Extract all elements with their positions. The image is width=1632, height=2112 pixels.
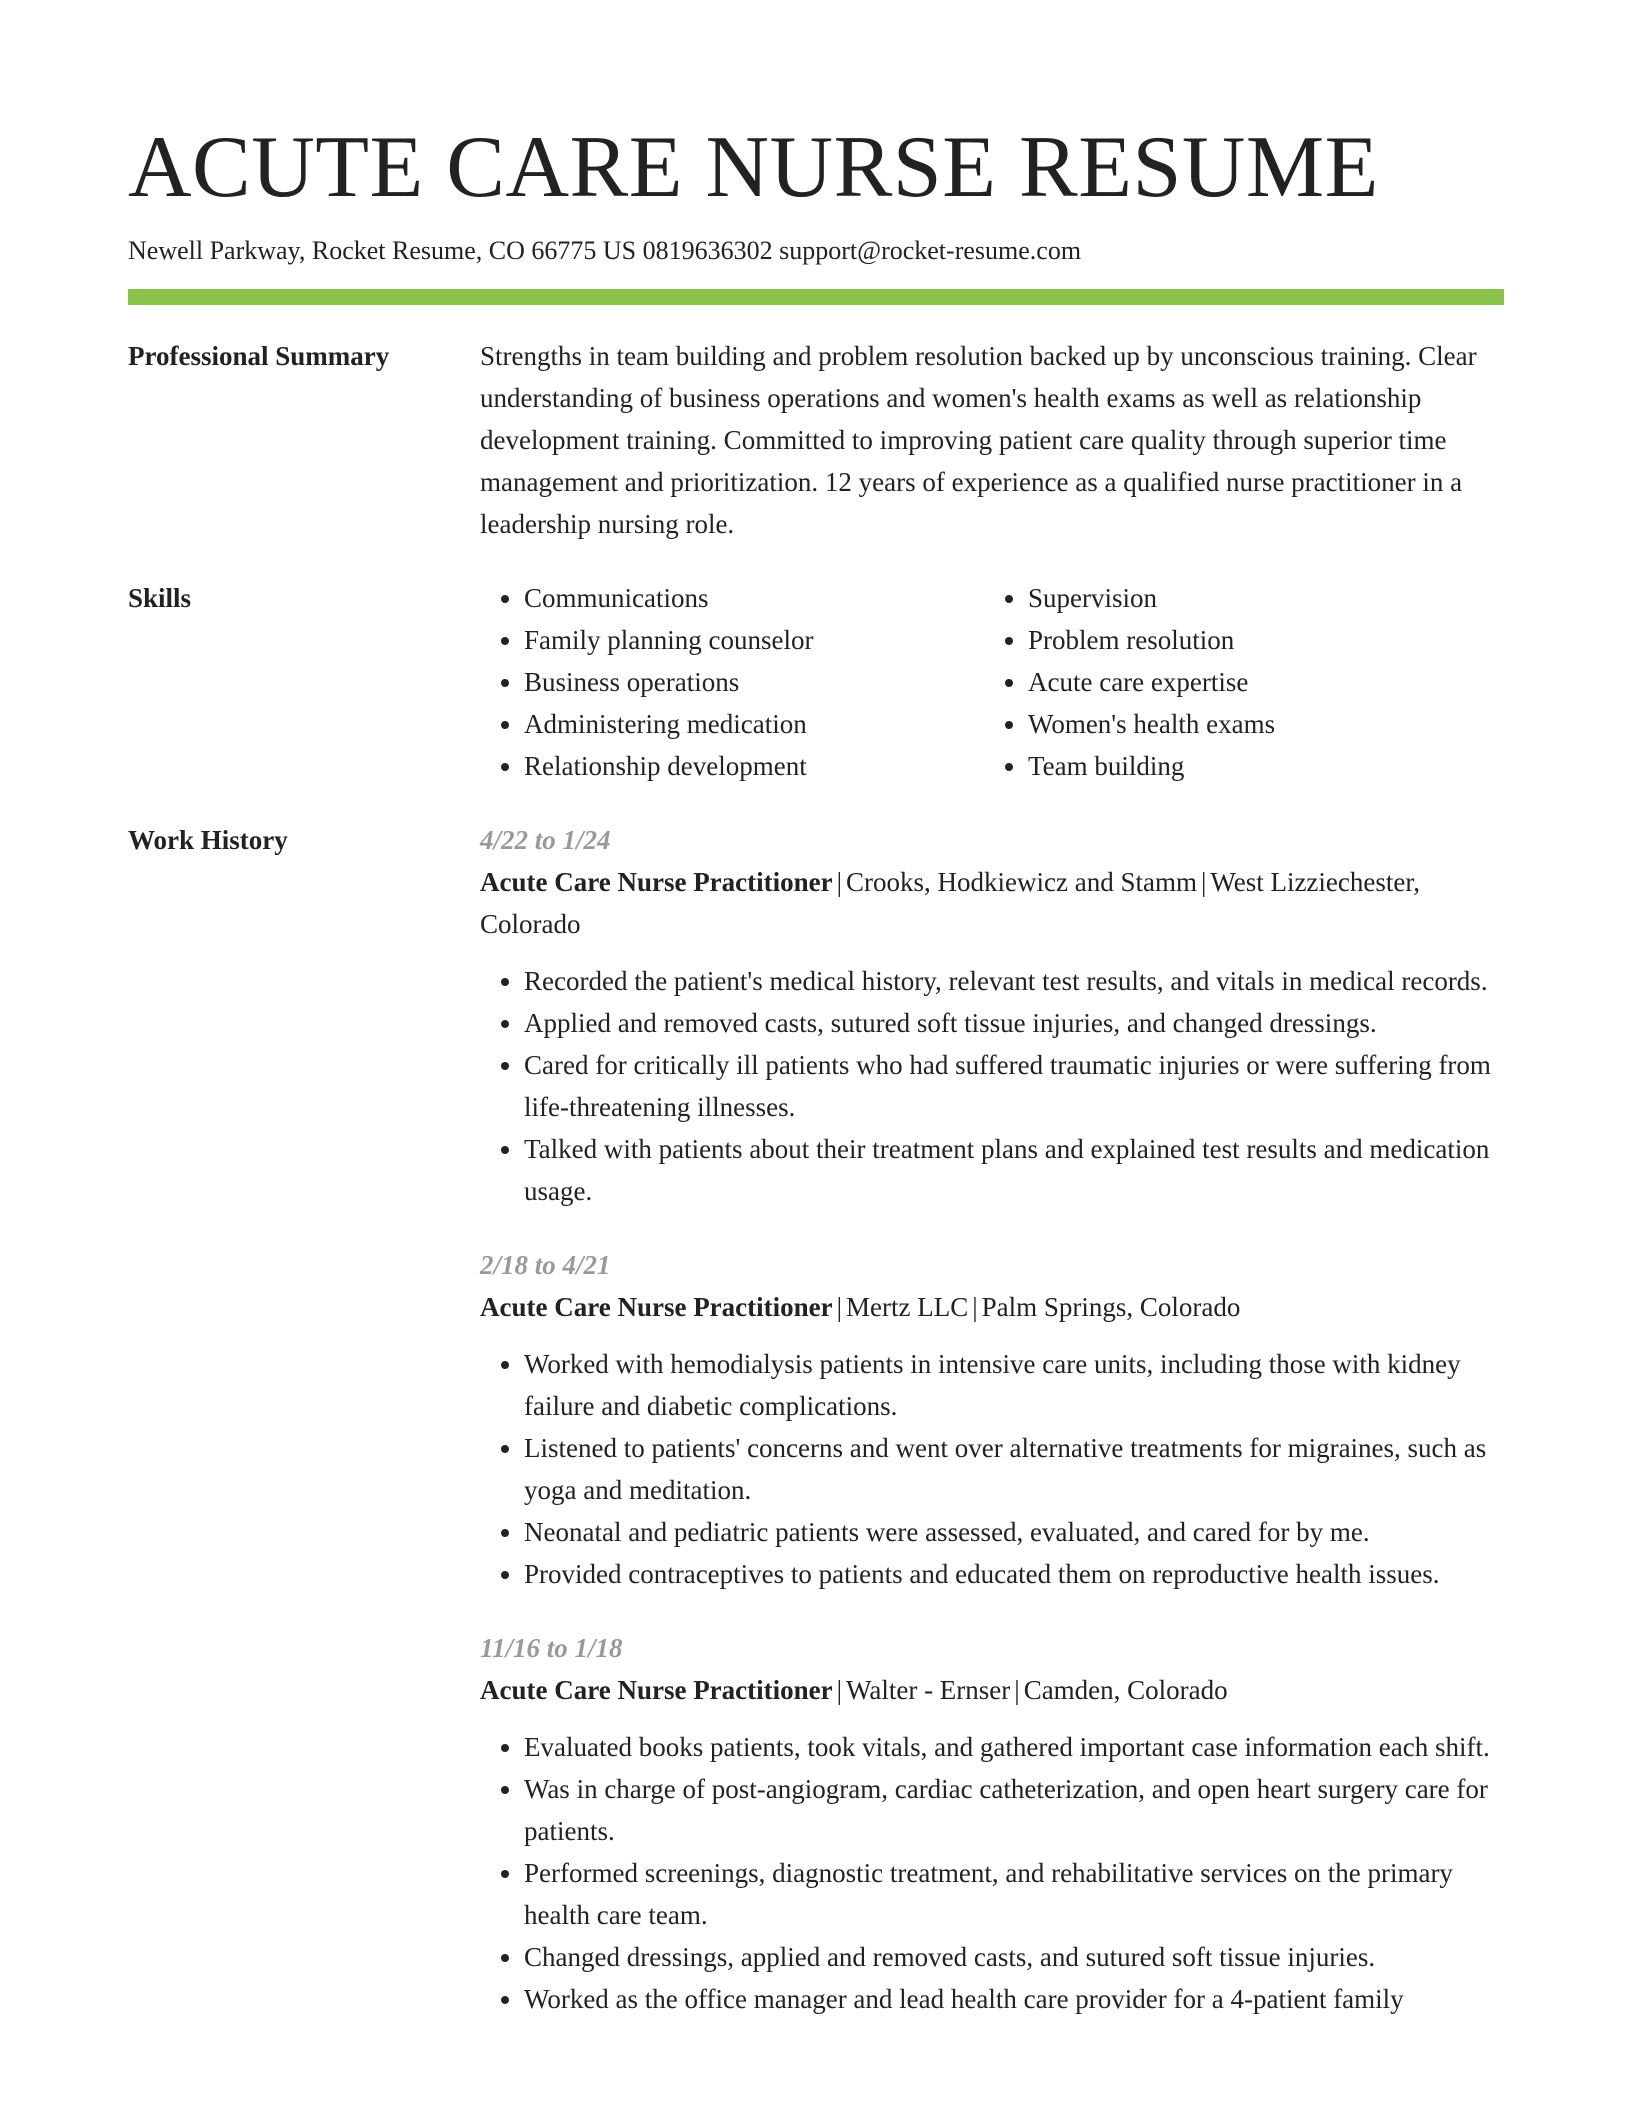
skills-grid — [480, 577, 1504, 787]
job-title: Acute Care Nurse Practitioner — [480, 1675, 833, 1705]
job-dates: 11/16 to 1/18 — [480, 1633, 623, 1663]
job-bullet: • Talked with patients about their treatment plans and explained test results and medication usage. — [524, 1128, 1504, 1212]
separator: | — [836, 1292, 843, 1322]
job-bullet: • Evaluated books patients, took vitals, and gathered important case information each shift. — [524, 1726, 1504, 1768]
work-history-section — [128, 819, 1504, 2020]
job-heading — [480, 861, 1504, 945]
job-location: Camden, Colorado — [1023, 1675, 1228, 1705]
skill-item: • Women's health exams — [1028, 703, 1488, 745]
skill-item: • Acute care expertise — [1028, 661, 1488, 703]
job-dates: 2/18 to 4/21 — [480, 1250, 611, 1280]
job-bullet: • Provided contraceptives to patients and educated them on reproductive health issues. — [524, 1553, 1504, 1595]
job-company: Crooks, Hodkiewicz and Stamm — [846, 867, 1197, 897]
skill-item: • Supervision — [1028, 577, 1488, 619]
job-bullets — [480, 1343, 1504, 1595]
resume-page — [128, 0, 1504, 2020]
job-bullets — [480, 960, 1504, 1212]
summary-text: Strengths in team building and problem resolution backed up by unconscious training. Clear understanding of business operations and women's health exams as well as relationship development training. Committed to improving patient care quality through superior time management and prioritization. 12 years of experience as a qualified nurse practitioner in a leadership nursing role. — [480, 341, 1477, 539]
skill-item: • Family planning counselor — [524, 619, 984, 661]
job-bullet: • Listened to patients' concerns and went over alternative treatments for migraines, such as yoga and meditation. — [524, 1427, 1504, 1511]
contact-line: Newell Parkway, Rocket Resume, CO 66775 US 0819636302 support@rocket-resume.com — [128, 236, 1082, 265]
job-dates: 4/22 to 1/24 — [480, 825, 611, 855]
job-location: Palm Springs, Colorado — [981, 1292, 1241, 1322]
skills-column-left — [480, 577, 984, 787]
skill-item: • Business operations — [524, 661, 984, 703]
summary-heading: Professional Summary — [128, 341, 390, 371]
header-divider — [128, 289, 1504, 305]
job-entry — [480, 1244, 1504, 1595]
job-entry — [480, 819, 1504, 1212]
job-bullet: • Neonatal and pediatric patients were assessed, evaluated, and cared for by me. — [524, 1511, 1504, 1553]
job-bullets — [480, 1726, 1504, 2020]
skill-item: • Relationship development — [524, 745, 984, 787]
job-bullet: • Cared for critically ill patients who had suffered traumatic injuries or were suffering from life-threatening illnesses. — [524, 1044, 1504, 1128]
job-bullet: • Worked with hemodialysis patients in intensive care units, including those with kidney failure and diabetic complications. — [524, 1343, 1504, 1427]
job-location: West Lizziechester, Colorado — [480, 867, 1421, 939]
skill-item: • Problem resolution — [1028, 619, 1488, 661]
job-bullet: • Was in charge of post-angiogram, cardiac catheterization, and open heart surgery care for patients. — [524, 1768, 1504, 1852]
separator: | — [972, 1292, 978, 1322]
job-bullet: • Performed screenings, diagnostic treatment, and rehabilitative services on the primary health care team. — [524, 1852, 1504, 1936]
skill-item: • Team building — [1028, 745, 1488, 787]
resume-title: ACUTE CARE NURSE RESUME — [128, 119, 1379, 216]
skills-column-right — [984, 577, 1488, 787]
job-entry — [480, 1627, 1504, 2020]
skills-section — [128, 577, 1504, 787]
job-title: Acute Care Nurse Practitioner — [480, 867, 833, 897]
job-company: Walter - Ernser — [846, 1675, 1011, 1705]
work-history-body — [480, 819, 1504, 2020]
job-title: Acute Care Nurse Practitioner — [480, 1292, 833, 1322]
job-bullet: • Applied and removed casts, sutured soft tissue injuries, and changed dressings. — [524, 1002, 1504, 1044]
job-bullet: • Changed dressings, applied and removed casts, and sutured soft tissue injuries. — [524, 1936, 1504, 1978]
skill-item: • Administering medication — [524, 703, 984, 745]
job-bullet: • Worked as the office manager and lead health care provider for a 4-patient family — [524, 1978, 1504, 2020]
summary-section — [128, 335, 1504, 545]
job-company: Mertz LLC — [846, 1292, 969, 1322]
separator: | — [1200, 867, 1207, 897]
job-bullet: • Recorded the patient's medical history, relevant test results, and vitals in medical records. — [524, 960, 1504, 1002]
separator: | — [836, 1675, 843, 1705]
skill-item: • Communications — [524, 577, 984, 619]
separator: | — [1014, 1675, 1020, 1705]
job-heading — [480, 1286, 1504, 1328]
work-history-heading: Work History — [128, 825, 288, 855]
skills-heading: Skills — [128, 583, 192, 613]
job-heading — [480, 1669, 1504, 1711]
separator: | — [836, 867, 843, 897]
